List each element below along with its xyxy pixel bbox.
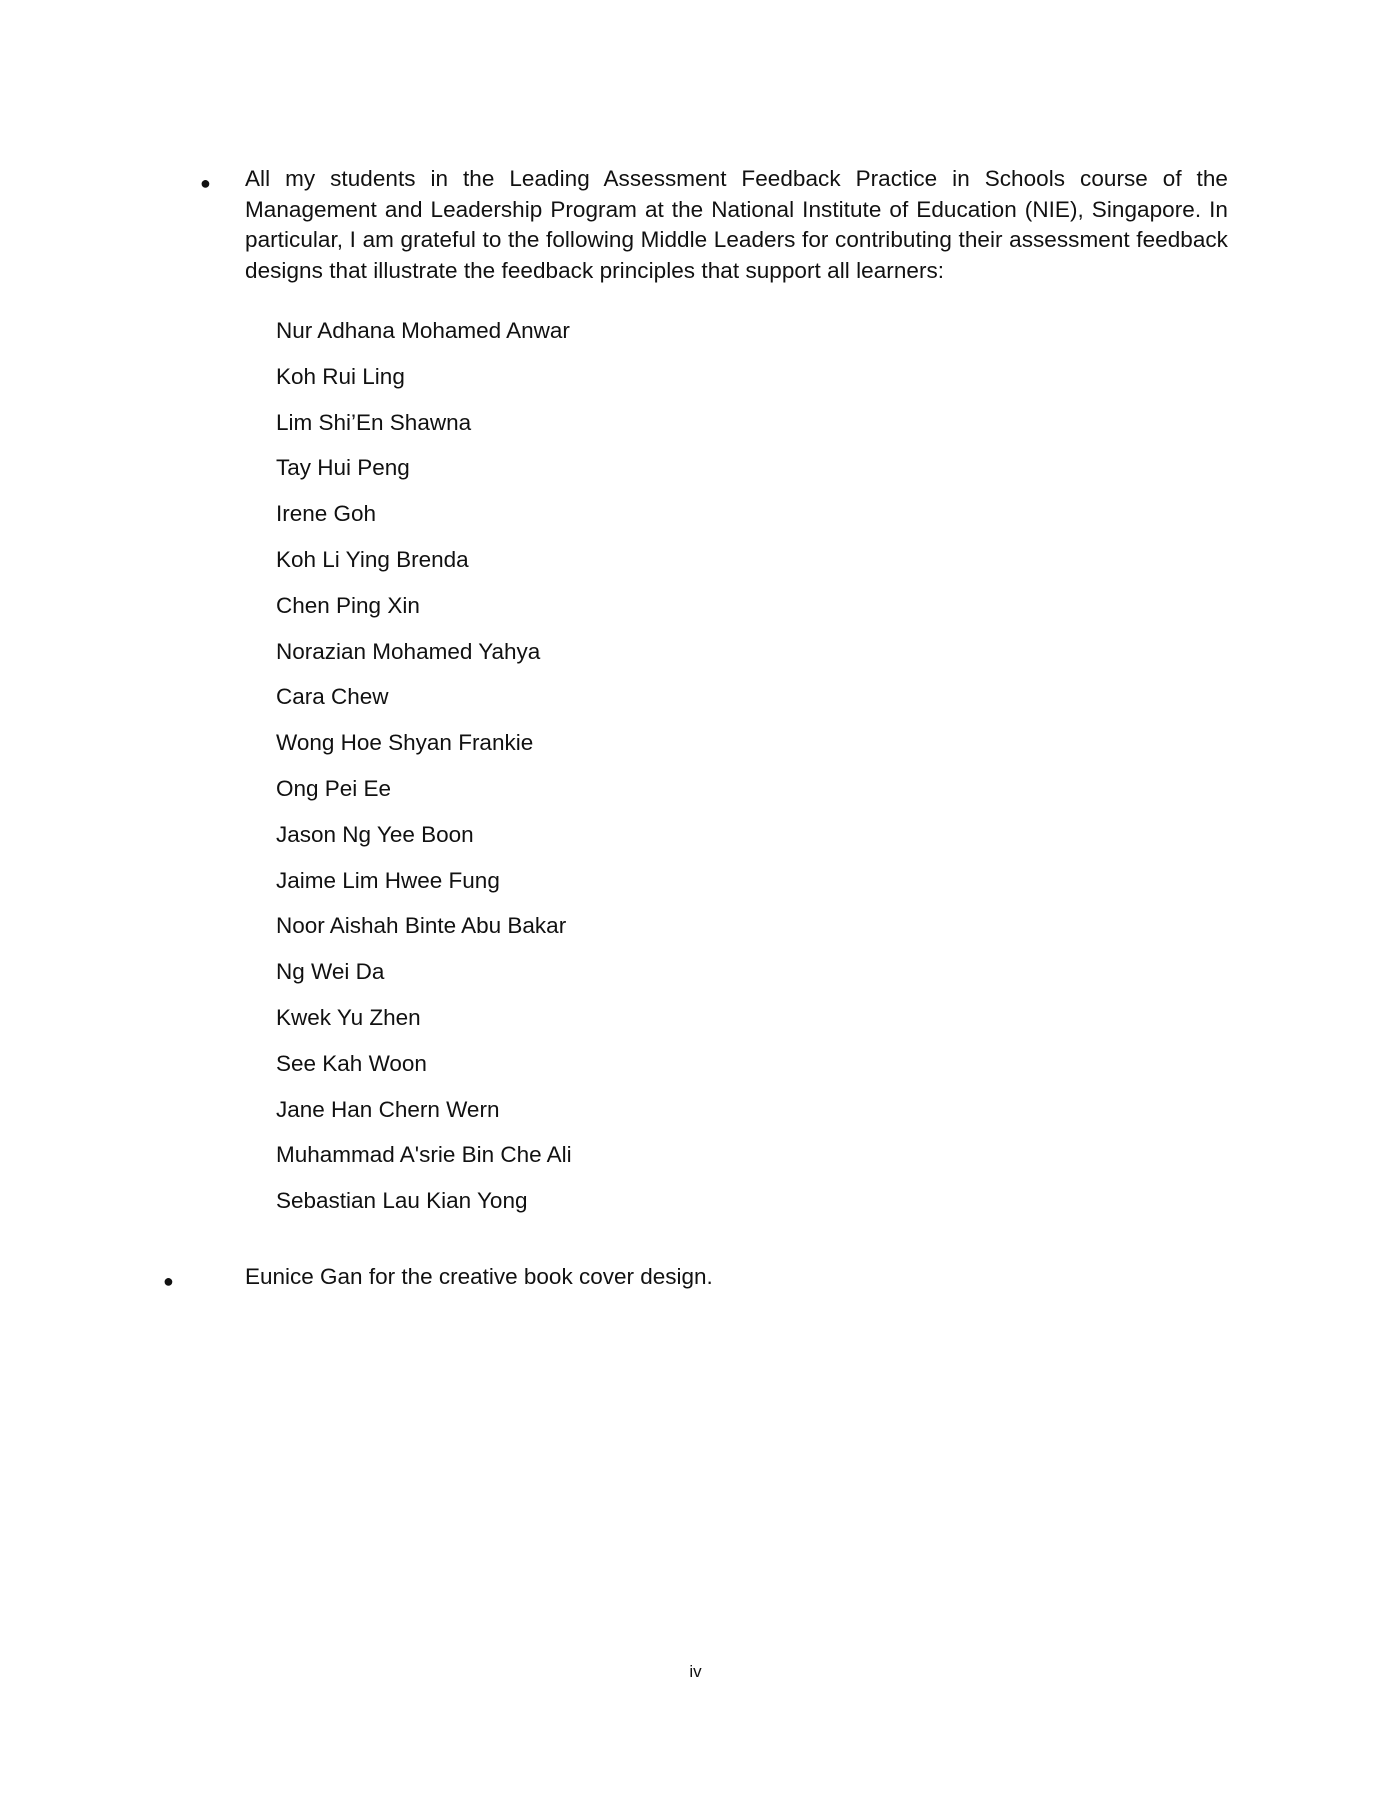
list-item: Lim Shi’En Shawna xyxy=(276,409,472,435)
bullet-marker: ● xyxy=(200,173,211,193)
list-item: Muhammad A'srie Bin Che Ali xyxy=(276,1142,572,1168)
list-item: Cara Chew xyxy=(276,684,389,710)
list-item: Wong Hoe Shyan Frankie xyxy=(276,730,534,756)
list-item: Kwek Yu Zhen xyxy=(276,1004,421,1030)
list-item: Nur Adhana Mohamed Anwar xyxy=(276,318,570,343)
list-item: Norazian Mohamed Yahya xyxy=(276,638,541,664)
list-item: Koh Rui Ling xyxy=(276,363,405,389)
list-item: Noor Aishah Binte Abu Bakar xyxy=(276,913,567,939)
list-item: See Kah Woon xyxy=(276,1050,427,1076)
middle-leaders-list xyxy=(276,316,572,1232)
list-item: Jason Ng Yee Boon xyxy=(276,821,474,847)
cover-credit-text: Eunice Gan for the creative book cover design. xyxy=(245,1264,713,1289)
list-item: Jaime Lim Hwee Fung xyxy=(276,867,500,893)
list-item: Tay Hui Peng xyxy=(276,455,410,481)
list-item: Jane Han Chern Wern xyxy=(276,1096,500,1122)
bullet-marker: ● xyxy=(163,1271,174,1291)
page-number: iv xyxy=(689,1662,702,1681)
list-item: Irene Goh xyxy=(276,501,377,527)
list-item: Sebastian Lau Kian Yong xyxy=(276,1188,528,1214)
list-item: Chen Ping Xin xyxy=(276,592,420,618)
list-item: Koh Li Ying Brenda xyxy=(276,546,469,572)
list-item: Ong Pei Ee xyxy=(276,775,392,801)
students-acknowledgement-paragraph: All my students in the Leading Assessment Feedback Practice in Schools course of the Management and Leadership Program at the National Institute of Education (NIE), Singapore. In particular, I am grateful to the following Middle Leaders for contributing their assessment feedback designs that illustrate the feedback principles that support all learners: xyxy=(245,166,1228,283)
list-item: Ng Wei Da xyxy=(276,959,385,985)
